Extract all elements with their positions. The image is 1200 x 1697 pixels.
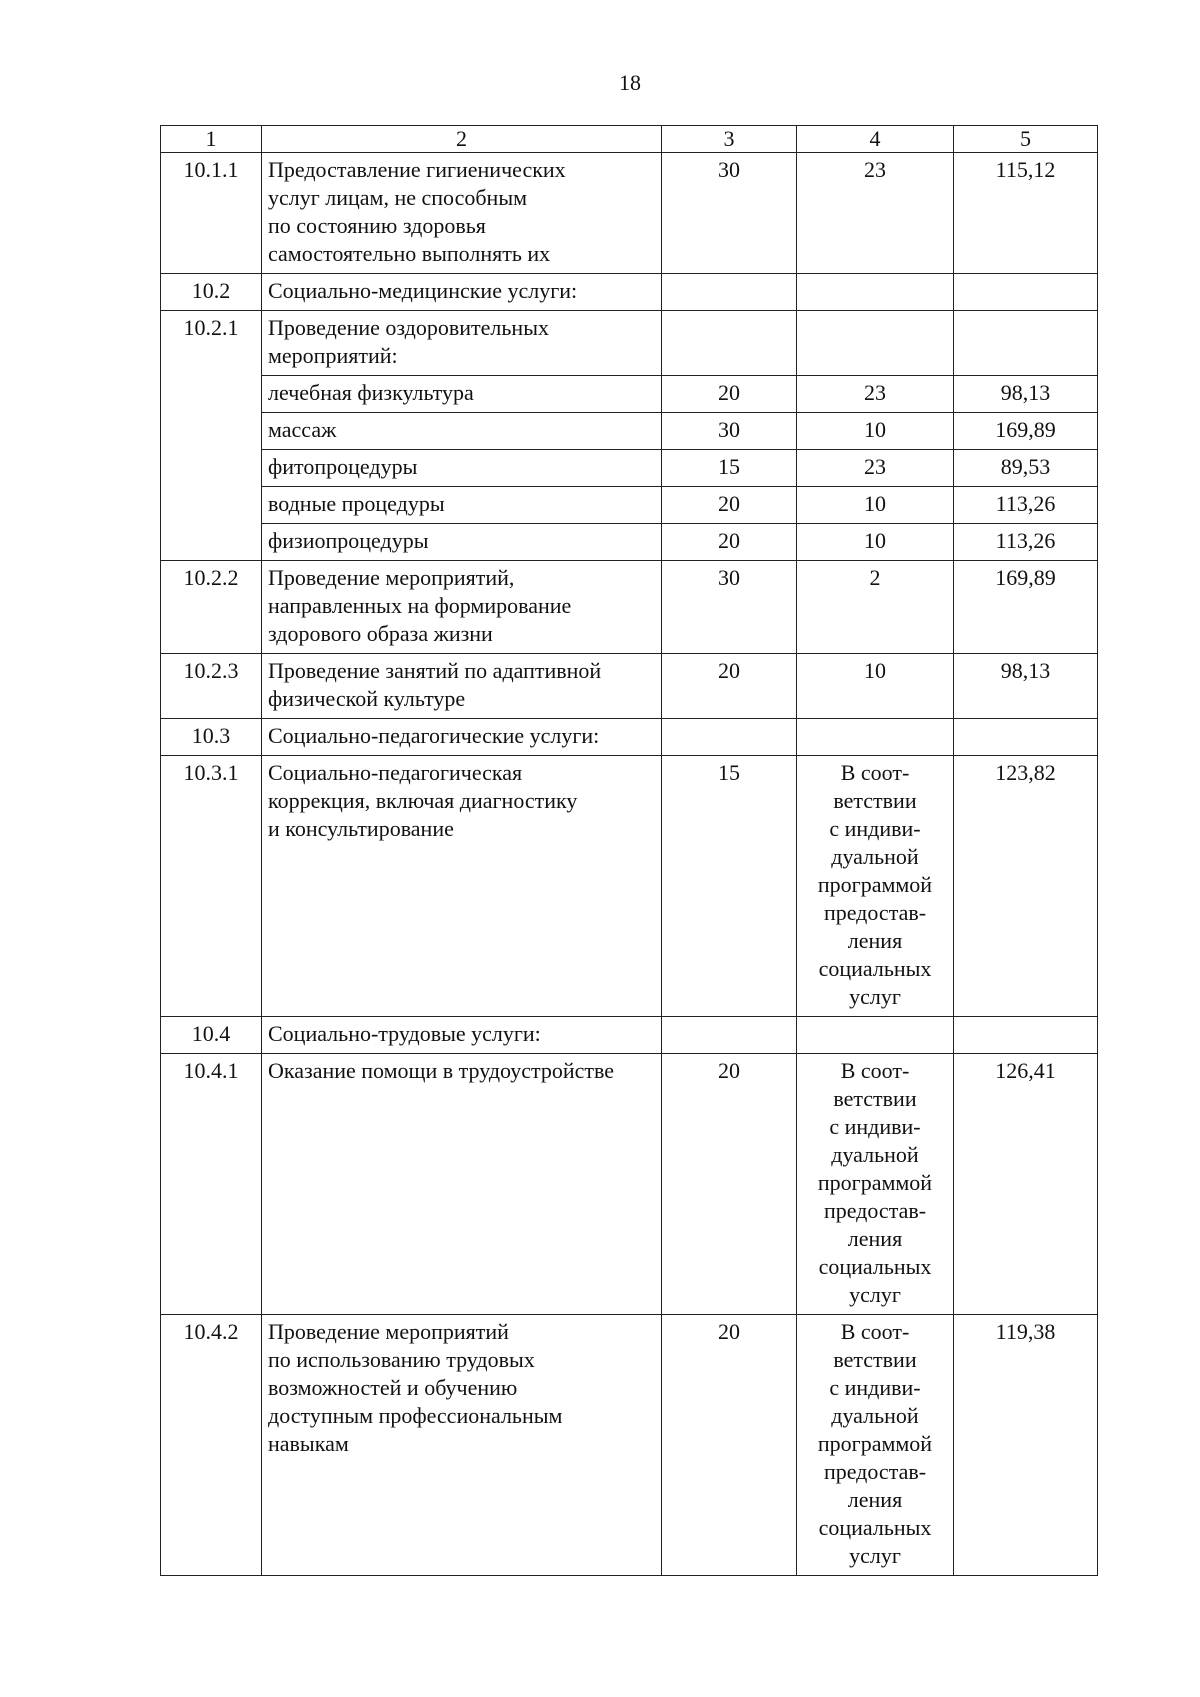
column-4-cell <box>797 311 954 376</box>
header-cell: 1 <box>161 126 262 153</box>
row-number-cell: 10.2.2 <box>161 561 262 654</box>
services-table <box>160 125 1098 1576</box>
service-name-cell: Проведение мероприятий по использованию трудовых возможностей и обучению доступным профессиональным навыкам <box>262 1315 662 1576</box>
column-5-cell: 126,41 <box>954 1054 1098 1315</box>
service-name-cell: Социально-медицинские услуги: <box>262 274 662 311</box>
row-number-cell: 10.3.1 <box>161 756 262 1017</box>
row-number-cell: 10.2 <box>161 274 262 311</box>
table-header-row <box>161 126 1098 153</box>
service-name-cell: лечебная физкультура <box>262 376 662 413</box>
column-5-cell: 169,89 <box>954 413 1098 450</box>
column-3-cell <box>662 274 797 311</box>
service-name-cell: Проведение мероприятий, направленных на формирование здорового образа жизни <box>262 561 662 654</box>
table-row <box>161 756 1098 1017</box>
column-5-cell: 115,12 <box>954 153 1098 274</box>
column-5-cell: 113,26 <box>954 487 1098 524</box>
column-3-cell <box>662 1017 797 1054</box>
table-row <box>161 1315 1098 1576</box>
table-row <box>161 561 1098 654</box>
column-3-cell: 20 <box>662 1054 797 1315</box>
table-row <box>161 413 1098 450</box>
column-4-cell: 10 <box>797 524 954 561</box>
column-3-cell: 15 <box>662 756 797 1017</box>
column-3-cell: 15 <box>662 450 797 487</box>
row-number-cell: 10.2.3 <box>161 654 262 719</box>
column-5-cell <box>954 719 1098 756</box>
table-row <box>161 274 1098 311</box>
table-row <box>161 719 1098 756</box>
table-row <box>161 376 1098 413</box>
column-4-cell: 23 <box>797 153 954 274</box>
service-name-cell: Предоставление гигиенических услуг лицам, не способным по состоянию здоровья самостоятельно выполнять их <box>262 153 662 274</box>
column-5-cell <box>954 274 1098 311</box>
service-name-cell: физиопроцедуры <box>262 524 662 561</box>
row-number-cell: 10.4.2 <box>161 1315 262 1576</box>
column-5-cell: 89,53 <box>954 450 1098 487</box>
column-4-cell: 23 <box>797 450 954 487</box>
service-name-cell: фитопроцедуры <box>262 450 662 487</box>
column-4-cell: В соот- ветствии с индиви- дуальной программой предостав- ления социальных услуг <box>797 1054 954 1315</box>
column-4-cell: 2 <box>797 561 954 654</box>
column-4-cell <box>797 274 954 311</box>
header-cell: 2 <box>262 126 662 153</box>
column-5-cell: 98,13 <box>954 654 1098 719</box>
service-name-cell: Оказание помощи в трудоустройстве <box>262 1054 662 1315</box>
row-number-cell: 10.2.1 <box>161 311 262 561</box>
row-number-cell: 10.4.1 <box>161 1054 262 1315</box>
header-cell: 4 <box>797 126 954 153</box>
column-4-cell: 10 <box>797 654 954 719</box>
header-cell: 3 <box>662 126 797 153</box>
column-4-cell: В соот- ветствии с индиви- дуальной программой предостав- ления социальных услуг <box>797 756 954 1017</box>
column-3-cell <box>662 311 797 376</box>
table-row <box>161 153 1098 274</box>
column-4-cell: 23 <box>797 376 954 413</box>
column-3-cell <box>662 719 797 756</box>
column-5-cell: 119,38 <box>954 1315 1098 1576</box>
column-4-cell <box>797 1017 954 1054</box>
table-row <box>161 311 1098 376</box>
column-5-cell: 98,13 <box>954 376 1098 413</box>
service-name-cell: Социально-педагогические услуги: <box>262 719 662 756</box>
column-3-cell: 30 <box>662 413 797 450</box>
column-3-cell: 20 <box>662 1315 797 1576</box>
column-5-cell: 123,82 <box>954 756 1098 1017</box>
column-3-cell: 30 <box>662 561 797 654</box>
column-3-cell: 20 <box>662 487 797 524</box>
row-number-cell: 10.3 <box>161 719 262 756</box>
column-5-cell: 113,26 <box>954 524 1098 561</box>
column-5-cell <box>954 1017 1098 1054</box>
column-4-cell <box>797 719 954 756</box>
column-3-cell: 20 <box>662 654 797 719</box>
table-row <box>161 450 1098 487</box>
service-name-cell: водные процедуры <box>262 487 662 524</box>
service-name-cell: массаж <box>262 413 662 450</box>
table-row <box>161 524 1098 561</box>
service-name-cell: Социально-трудовые услуги: <box>262 1017 662 1054</box>
column-4-cell: 10 <box>797 487 954 524</box>
table-row <box>161 487 1098 524</box>
column-4-cell: 10 <box>797 413 954 450</box>
column-3-cell: 20 <box>662 524 797 561</box>
header-cell: 5 <box>954 126 1098 153</box>
table-row <box>161 1017 1098 1054</box>
column-5-cell: 169,89 <box>954 561 1098 654</box>
service-name-cell: Проведение оздоровительных мероприятий: <box>262 311 662 376</box>
service-name-cell: Проведение занятий по адаптивной физической культуре <box>262 654 662 719</box>
column-3-cell: 20 <box>662 376 797 413</box>
table-row <box>161 654 1098 719</box>
column-4-cell: В соот- ветствии с индиви- дуальной программой предостав- ления социальных услуг <box>797 1315 954 1576</box>
page-number: 18 <box>619 70 641 95</box>
service-name-cell: Социально-педагогическая коррекция, включая диагностику и консультирование <box>262 756 662 1017</box>
column-3-cell: 30 <box>662 153 797 274</box>
column-5-cell <box>954 311 1098 376</box>
table-row <box>161 1054 1098 1315</box>
row-number-cell: 10.1.1 <box>161 153 262 274</box>
row-number-cell: 10.4 <box>161 1017 262 1054</box>
